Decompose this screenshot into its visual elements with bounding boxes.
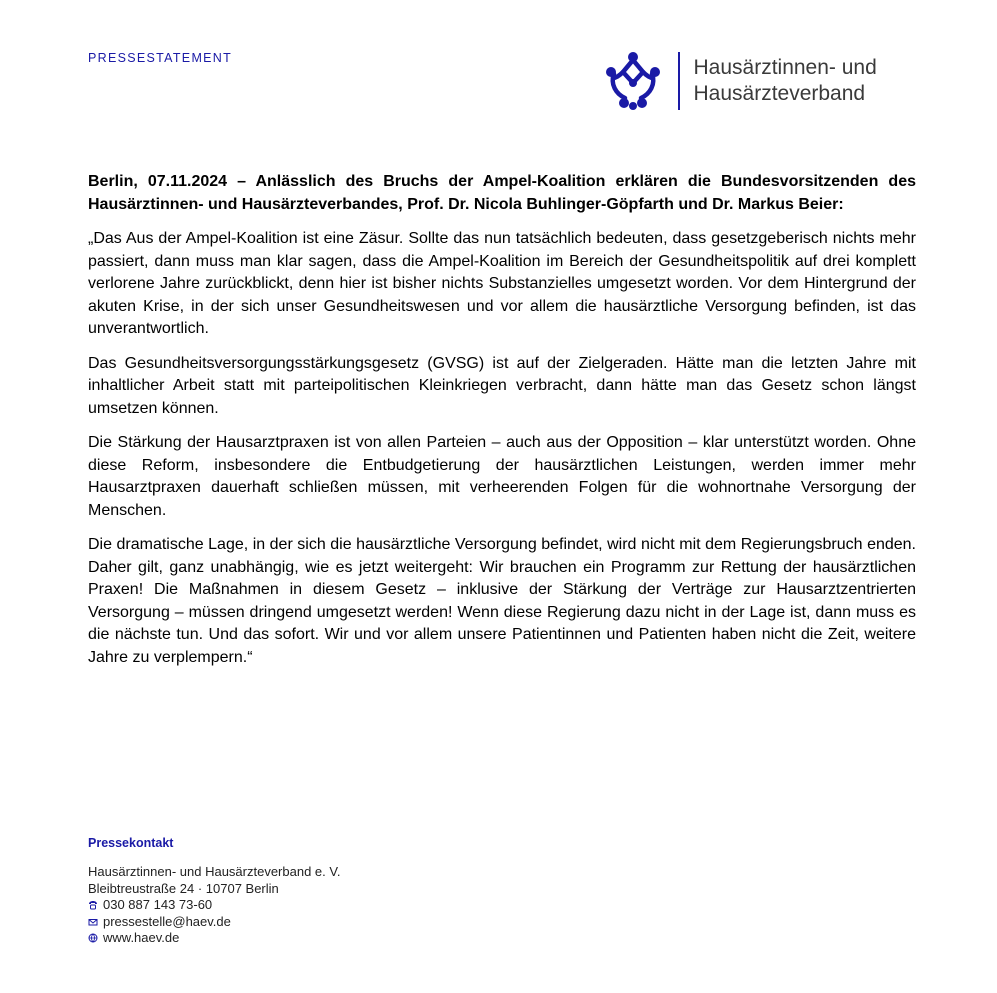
contact-web (88, 930, 488, 947)
logo-text-line-1: Hausärztinnen- und (693, 56, 877, 79)
globe-icon (88, 933, 98, 943)
contact-website[interactable]: www.haev.de (103, 930, 180, 945)
press-statement-body (88, 171, 916, 681)
contact-email (88, 914, 488, 931)
logo-text-line-2: Hausärzteverband (693, 82, 866, 105)
phone-icon (88, 900, 98, 910)
press-contact (88, 836, 488, 947)
document-type-label: PRESSESTATEMENT (88, 51, 233, 65)
body-paragraph-1: „Das Aus der Ampel-Koalition ist eine Zäsur. Sollte das nun tatsächlich bedeuten, dass gesetzgeberisch nichts mehr passiert, dann muss man klar sagen, dass die Ampel-Koalition im Bereich der Gesundheitspolitik auf drei komplett verlorene Jahre zurückblickt, denn hier ist bisher nichts Substanzielles umgesetzt worden. Vor dem Hintergrund der akuten Krise, in der sich unser Gesundheitswesen und vor allem die hausärztliche Versorgung befinden, ist das unverantwortlich. (88, 230, 916, 337)
body-paragraph-3: Die Stärkung der Hausarztpraxen ist von allen Parteien – auch aus der Opposition – klar unterstützt worden. Ohne diese Reform, insbesondere die Entbudgetierung der hausärztlichen Leistungen, werden immer mehr Hausarztpraxen dauerhaft schließen müssen, mit verheerenden Folgen für die wohnortnahe Versorgung der Menschen. (88, 434, 916, 519)
organization-logo (602, 50, 877, 112)
contact-organization: Hausärztinnen- und Hausärzteverband e. V. (88, 864, 341, 879)
contact-phone (88, 897, 488, 914)
lead-paragraph: Berlin, 07.11.2024 – Anlässlich des Bruchs der Ampel-Koalition erklären die Bundesvorsitzenden des Hausärztinnen- und Hausärzteverbandes, Prof. Dr. Nicola Buhlinger-Göpfarth und Dr. Markus Beier: (88, 173, 916, 213)
contact-email-address[interactable]: pressestelle@haev.de (103, 913, 231, 929)
body-paragraph-2: Das Gesundheitsversorgungsstärkungsgesetz (GVSG) ist auf der Zielgeraden. Hätte man die letzten Jahre mit inhaltlicher Arbeit statt mit parteipolitischen Kleinkriegen verbracht, dann hätte man das Gesetz schon längst umsetzen können. (88, 354, 916, 417)
press-contact-title: Pressekontakt (88, 836, 174, 850)
mail-icon (88, 917, 98, 927)
contact-address: Bleibtreustraße 24 · 10707 Berlin (88, 880, 279, 896)
logo-divider (678, 52, 680, 110)
logo-wordmark (694, 55, 877, 107)
logo-mark-icon (602, 50, 664, 112)
contact-phone-number: 030 887 143 73-60 (103, 897, 213, 912)
body-paragraph-4: Die dramatische Lage, in der sich die hausärztliche Versorgung befindet, wird nicht mit dem Regierungsbruch enden. Daher gilt, ganz unabhängig, wie es jetzt weitergeht: Wir brauchen ein Programm zur Rettung der hausärztlichen Praxen! Die Maßnahmen in diesem Gesetz – inklusive der Stärkung der Verträge zur Hausarztzentrierten Versorgung – müssen dringend umgesetzt werden! Wenn diese Regierung dazu nicht in der Lage ist, dann muss es die nächste tun. Und das sofort. Wir und vor allem unsere Patientinnen und Patienten haben nicht die Zeit, weitere Jahre zu verplempern.“ (88, 536, 916, 666)
